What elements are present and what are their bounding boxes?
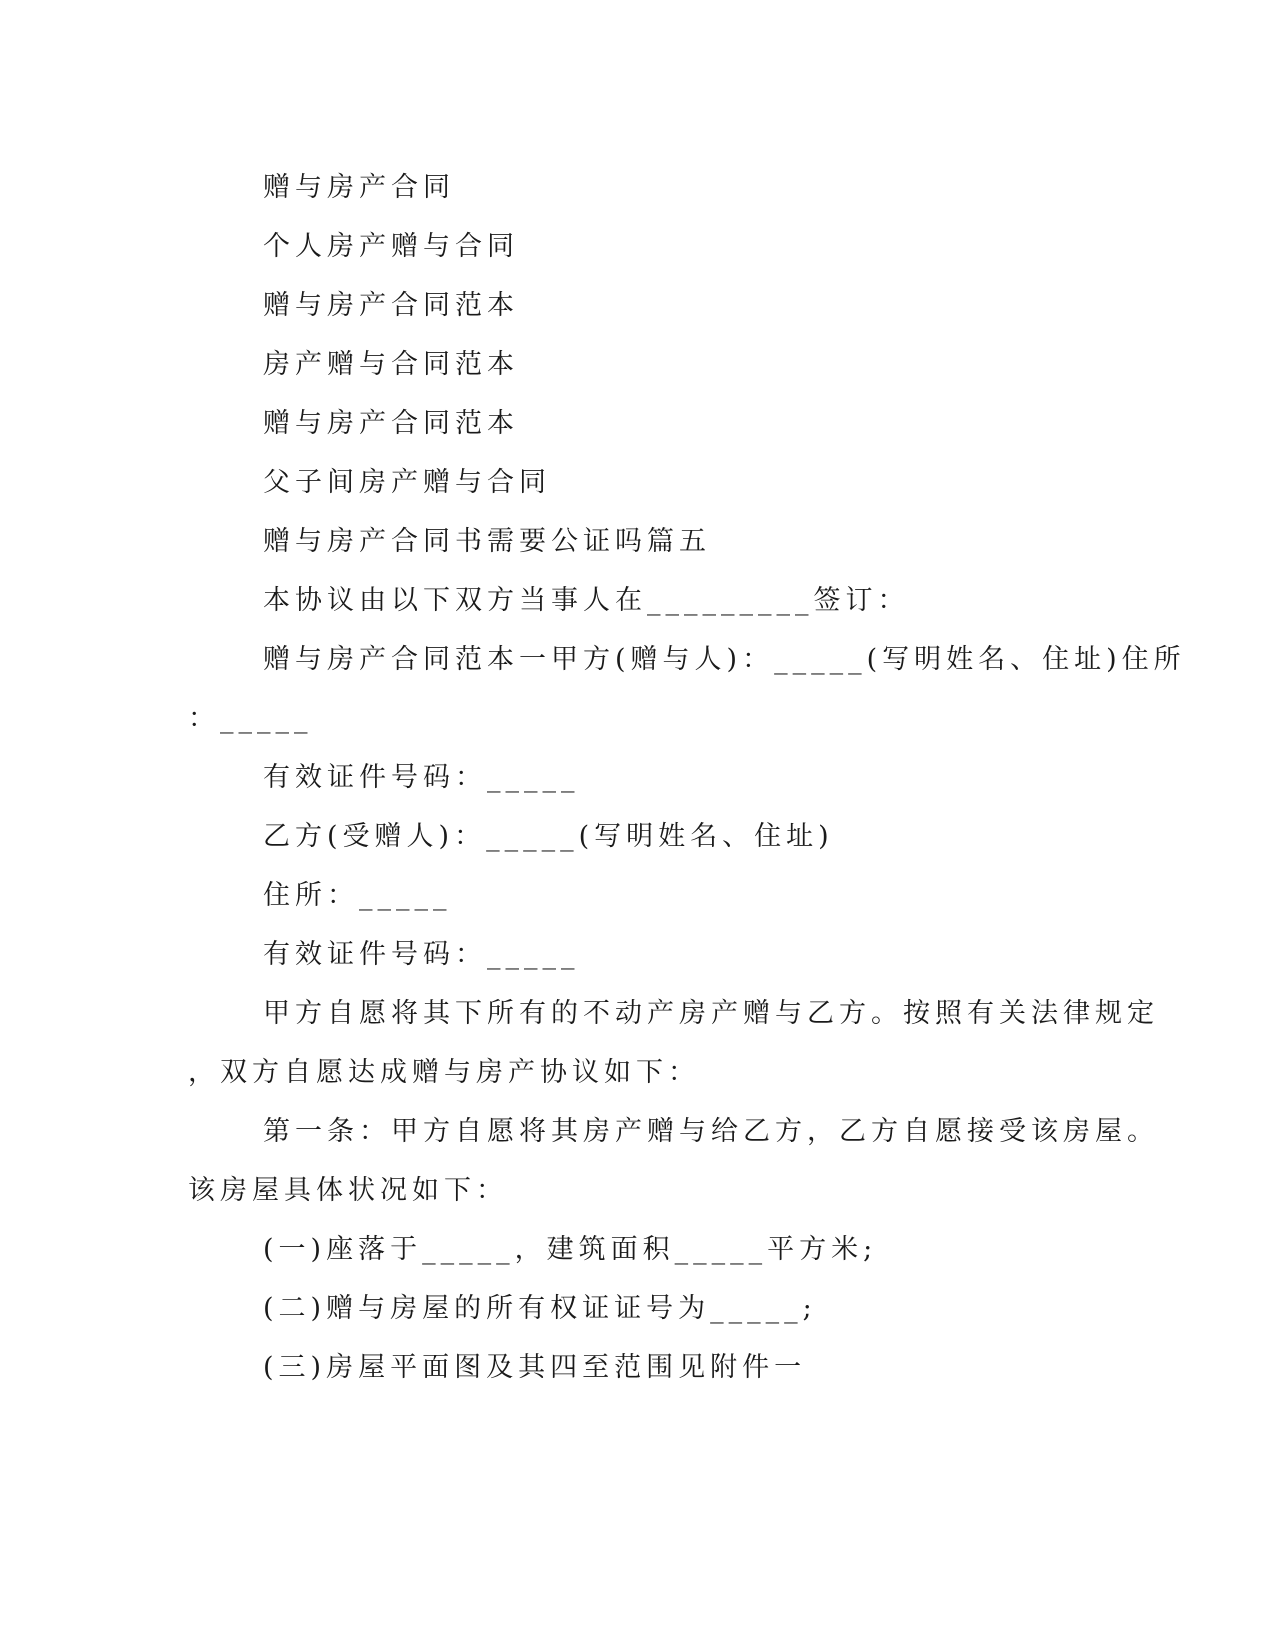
paragraph-line: 乙方(受赠人)：_____(写明姓名、住址) xyxy=(263,821,834,852)
paragraph-line: 甲方自愿将其下所有的不动产房产赠与乙方。按照有关法律规定 xyxy=(263,998,1159,1029)
link-title-6[interactable]: 父子间房产赠与合同 xyxy=(263,467,551,498)
paragraph-line: 第一条：甲方自愿将其房产赠与给乙方，乙方自愿接受该房屋。 xyxy=(263,1116,1159,1147)
link-title-3[interactable]: 赠与房产合同范本 xyxy=(263,290,519,321)
paragraph-line: 该房屋具体状况如下： xyxy=(188,1175,508,1206)
paragraph-line: (一)座落于_____，建筑面积_____平方米; xyxy=(263,1234,878,1265)
link-title-5[interactable]: 赠与房产合同范本 xyxy=(263,408,519,439)
paragraph-line: 有效证件号码：_____ xyxy=(263,762,580,793)
paragraph-line: 住所：_____ xyxy=(263,880,452,911)
paragraph-line: (三)房屋平面图及其四至范围见附件一 xyxy=(263,1352,807,1383)
paragraph-line: 本协议由以下双方当事人在_________签订： xyxy=(263,585,910,616)
paragraph-line: ，双方自愿达成赠与房产协议如下： xyxy=(188,1057,700,1088)
paragraph-line: 有效证件号码：_____ xyxy=(263,939,580,970)
link-title-2[interactable]: 个人房产赠与合同 xyxy=(263,231,519,262)
paragraph-line: (二)赠与房屋的所有权证证号为_____; xyxy=(263,1293,817,1324)
link-title-4[interactable]: 房产赠与合同范本 xyxy=(263,349,519,380)
section-heading: 赠与房产合同书需要公证吗篇五 xyxy=(263,526,711,557)
paragraph-line: ：_____ xyxy=(188,703,313,734)
link-title-1[interactable]: 赠与房产合同 xyxy=(263,172,455,203)
paragraph-line: 赠与房产合同范本一甲方(赠与人)：_____(写明姓名、住址)住所 xyxy=(263,644,1186,675)
